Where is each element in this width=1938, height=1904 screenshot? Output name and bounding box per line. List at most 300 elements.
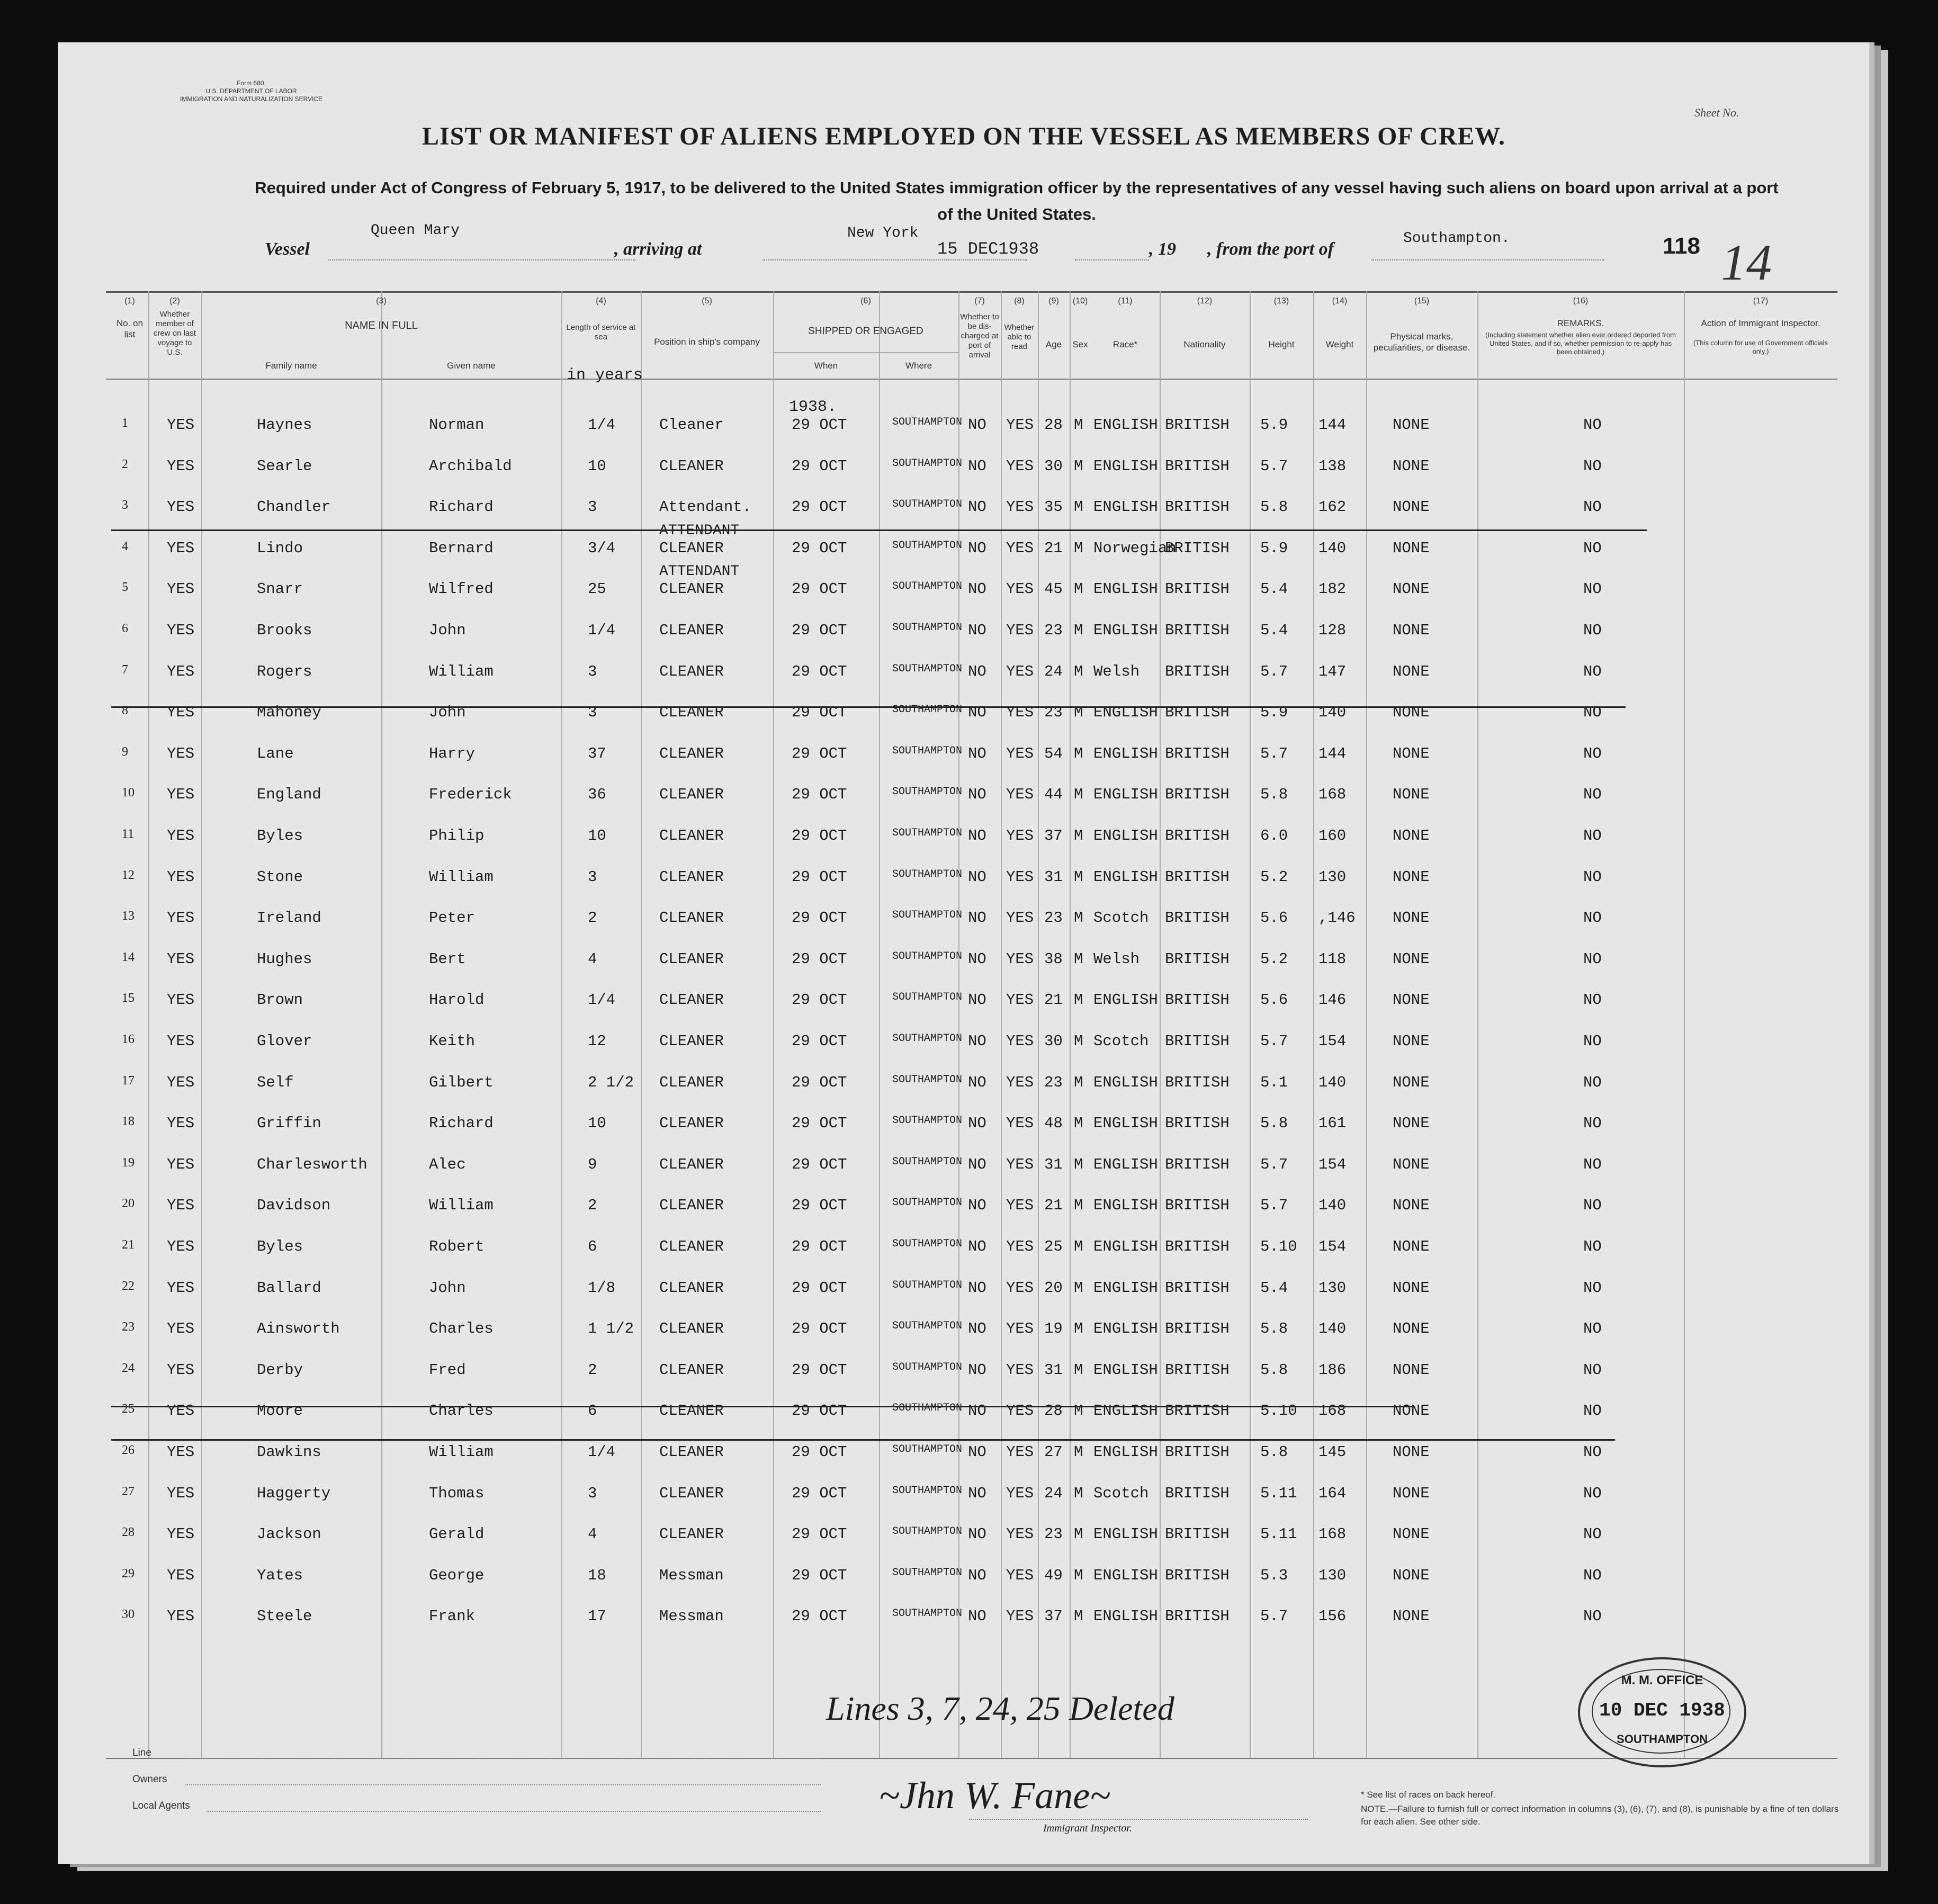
vessel-name: Queen Mary (371, 222, 460, 239)
cell-height: 5.9 (1260, 416, 1288, 434)
cell-length-of-service: 3 (588, 704, 597, 722)
cell-height: 5.4 (1260, 580, 1288, 598)
cell-nationality: BRITISH (1165, 909, 1230, 927)
cell-able-to-read: YES (1006, 991, 1034, 1009)
table-row (58, 1394, 1790, 1434)
cell-age: 48 (1044, 1115, 1063, 1133)
cell-height: 5.7 (1260, 662, 1288, 680)
table-row (58, 449, 1790, 490)
cell-given-name: Charles (429, 1320, 494, 1338)
cell-given-name: William (429, 662, 494, 680)
table-row (58, 1435, 1790, 1476)
cell-to-be-discharged: NO (968, 498, 986, 516)
cell-height: 5.4 (1260, 1279, 1288, 1297)
cell-age: 31 (1044, 1361, 1063, 1379)
cell-row-number: 21 (122, 1238, 134, 1252)
cell-family-name: Searle (257, 457, 312, 475)
cell-height: 5.10 (1260, 1402, 1297, 1420)
cell-physical-marks: NONE (1393, 744, 1430, 762)
cell-family-name: Stone (257, 868, 303, 886)
cell-remarks: NO (1583, 786, 1602, 804)
cell-race: ENGLISH (1093, 1197, 1158, 1215)
cell-remarks: NO (1583, 1115, 1602, 1133)
cell-race: ENGLISH (1093, 1073, 1158, 1091)
table-row (58, 983, 1790, 1023)
header-action-note: (This column for use of Government officials only.) (1693, 339, 1828, 355)
cell-shipped-where: SOUTHAMPTON (892, 868, 963, 881)
cell-race: ENGLISH (1093, 457, 1158, 475)
cell-age: 27 (1044, 1443, 1063, 1461)
table-row (58, 490, 1790, 531)
cell-length-of-service: 10 (588, 457, 606, 475)
table-row (58, 1229, 1790, 1270)
cell-height: 5.11 (1260, 1525, 1297, 1543)
cell-sex: M (1074, 1238, 1083, 1255)
cell-race: Scotch (1093, 1484, 1149, 1502)
cell-remarks: NO (1583, 991, 1602, 1009)
cell-remarks: NO (1583, 580, 1602, 598)
cell-shipped-when: 29 OCT (792, 580, 847, 598)
cell-row-number: 12 (122, 868, 134, 882)
cell-nationality: BRITISH (1165, 539, 1230, 557)
cell-weight: 140 (1318, 704, 1347, 722)
cell-remarks: NO (1583, 1238, 1602, 1255)
cell-ship-position: CLEANER (659, 827, 724, 845)
cell-age: 23 (1044, 909, 1063, 927)
cell-ship-position: CLEANER (659, 950, 724, 968)
arrival-date-stamp: 15 DEC1938 (937, 239, 1039, 259)
cell-age: 21 (1044, 539, 1063, 557)
cell-able-to-read: YES (1006, 1361, 1034, 1379)
cell-position-correction: ATTENDANT (659, 563, 740, 580)
cell-weight: 154 (1318, 1032, 1347, 1050)
table-row (58, 1599, 1790, 1640)
cell-able-to-read: YES (1006, 498, 1034, 516)
header-in-years: in years (567, 366, 643, 384)
cell-row-number: 9 (122, 744, 128, 759)
cell-to-be-discharged: NO (968, 744, 986, 762)
inspector-label: Immigrant Inspector. (1043, 1822, 1132, 1834)
cell-to-be-discharged: NO (968, 1155, 986, 1173)
cell-shipped-where: SOUTHAMPTON (892, 580, 963, 593)
col-num-6: (6) (860, 297, 871, 306)
cell-given-name: William (429, 868, 494, 886)
cell-given-name: Philip (429, 827, 484, 845)
cell-nationality: BRITISH (1165, 1073, 1230, 1091)
cell-given-name: Gerald (429, 1525, 484, 1543)
cell-given-name: George (429, 1566, 484, 1584)
cell-ship-position: CLEANER (659, 991, 724, 1009)
cell-remarks: NO (1583, 950, 1602, 968)
cell-nationality: BRITISH (1165, 1032, 1230, 1050)
cell-sex: M (1074, 704, 1083, 722)
cell-crew-last-voyage: YES (167, 1566, 195, 1584)
cell-family-name: Byles (257, 1238, 303, 1255)
cell-length-of-service: 2 (588, 1361, 597, 1379)
cell-crew-last-voyage: YES (167, 868, 195, 886)
table-row (58, 1106, 1790, 1147)
cell-length-of-service: 4 (588, 1525, 597, 1543)
cell-race: ENGLISH (1093, 704, 1158, 722)
header-when: When (814, 361, 838, 371)
cell-able-to-read: YES (1006, 1443, 1034, 1461)
cell-age: 45 (1044, 580, 1063, 598)
cell-height: 5.11 (1260, 1484, 1297, 1502)
header-height: Height (1268, 339, 1295, 349)
cell-race: ENGLISH (1093, 991, 1158, 1009)
cell-row-number: 2 (122, 457, 128, 471)
cell-shipped-when: 29 OCT (792, 991, 847, 1009)
cell-weight: 130 (1318, 1279, 1347, 1297)
cell-shipped-when: 29 OCT (792, 1238, 847, 1255)
cell-remarks: NO (1583, 827, 1602, 845)
cell-family-name: Haynes (257, 416, 312, 434)
cell-crew-last-voyage: YES (167, 1607, 195, 1625)
cell-physical-marks: NONE (1393, 1197, 1430, 1215)
cell-height: 5.8 (1260, 1361, 1288, 1379)
cell-nationality: BRITISH (1165, 498, 1230, 516)
table-row (58, 522, 1790, 572)
cell-weight: 154 (1318, 1155, 1347, 1173)
table-row (58, 1188, 1790, 1229)
table-row (58, 1024, 1790, 1065)
cell-physical-marks: NONE (1393, 1115, 1430, 1133)
cell-shipped-where: SOUTHAMPTON (892, 1525, 963, 1538)
cell-race: ENGLISH (1093, 744, 1158, 762)
cell-nationality: BRITISH (1165, 1443, 1230, 1461)
cell-crew-last-voyage: YES (167, 1361, 195, 1379)
table-row (58, 777, 1790, 818)
cell-sex: M (1074, 1032, 1083, 1050)
cell-physical-marks: NONE (1393, 868, 1430, 886)
cell-remarks: NO (1583, 457, 1602, 475)
cell-age: 23 (1044, 704, 1063, 722)
cell-to-be-discharged: NO (968, 1443, 986, 1461)
cell-shipped-when: 29 OCT (792, 827, 847, 845)
col-num-11: (11) (1118, 297, 1133, 306)
races-note: * See list of races on back hereof. (1361, 1790, 1496, 1800)
cell-weight: 130 (1318, 868, 1347, 886)
cell-weight: 145 (1318, 1443, 1347, 1461)
cell-able-to-read: YES (1006, 622, 1034, 639)
cell-to-be-discharged: NO (968, 868, 986, 886)
table-row (58, 942, 1790, 983)
cell-row-number: 3 (122, 498, 128, 513)
cell-crew-last-voyage: YES (167, 950, 195, 968)
cell-shipped-where: SOUTHAMPTON (892, 1402, 963, 1415)
cell-sex: M (1074, 457, 1083, 475)
cell-remarks: NO (1583, 1279, 1602, 1297)
cell-weight: 182 (1318, 580, 1347, 598)
cell-sex: M (1074, 622, 1083, 639)
cell-family-name: Charlesworth (257, 1155, 367, 1173)
table-row (58, 1147, 1790, 1188)
cell-family-name: England (257, 786, 321, 804)
cell-given-name: Harry (429, 744, 475, 762)
cell-row-number: 8 (122, 704, 128, 718)
cell-nationality: BRITISH (1165, 1155, 1230, 1173)
cell-height: 5.8 (1260, 498, 1288, 516)
cell-physical-marks: NONE (1393, 498, 1430, 516)
cell-ship-position: CLEANER (659, 744, 724, 762)
cell-able-to-read: YES (1006, 827, 1034, 845)
manifest-sheet (58, 42, 1869, 1864)
cell-physical-marks: NONE (1393, 662, 1430, 680)
cell-physical-marks: NONE (1393, 457, 1430, 475)
cell-able-to-read: YES (1006, 1073, 1034, 1091)
cell-shipped-when: 29 OCT (792, 1155, 847, 1173)
cell-shipped-when: 29 OCT (792, 539, 847, 557)
cell-age: 28 (1044, 1402, 1063, 1420)
cell-able-to-read: YES (1006, 457, 1034, 475)
table-row (58, 819, 1790, 859)
cell-to-be-discharged: NO (968, 662, 986, 680)
cell-ship-position: Messman (659, 1607, 724, 1625)
cell-height: 5.1 (1260, 1073, 1288, 1091)
cell-given-name: Archibald (429, 457, 512, 475)
cell-nationality: BRITISH (1165, 868, 1230, 886)
cell-height: 5.8 (1260, 1320, 1288, 1338)
cell-row-number: 25 (122, 1402, 134, 1416)
cell-given-name: John (429, 704, 466, 722)
cell-family-name: Dawkins (257, 1443, 321, 1461)
cell-to-be-discharged: NO (968, 704, 986, 722)
cell-given-name: Peter (429, 909, 475, 927)
col-num-3: (3) (376, 297, 387, 306)
cell-age: 49 (1044, 1566, 1063, 1584)
cell-sex: M (1074, 1155, 1083, 1173)
cell-length-of-service: 6 (588, 1238, 597, 1255)
cell-height: 5.7 (1260, 1197, 1288, 1215)
cell-able-to-read: YES (1006, 950, 1034, 968)
cell-ship-position: CLEANER (659, 580, 724, 598)
cell-to-be-discharged: NO (968, 1361, 986, 1379)
cell-ship-position: CLEANER (659, 704, 724, 722)
cell-age: 30 (1044, 1032, 1063, 1050)
cell-age: 25 (1044, 1238, 1063, 1255)
cell-able-to-read: YES (1006, 868, 1034, 886)
cell-able-to-read: YES (1006, 1525, 1034, 1543)
cell-length-of-service: 1 1/2 (588, 1320, 634, 1338)
cell-able-to-read: YES (1006, 909, 1034, 927)
cell-height: 5.4 (1260, 622, 1288, 639)
cell-nationality: BRITISH (1165, 1361, 1230, 1379)
table-row (58, 654, 1790, 695)
cell-to-be-discharged: NO (968, 539, 986, 557)
cell-nationality: BRITISH (1165, 950, 1230, 968)
cell-able-to-read: YES (1006, 1032, 1034, 1050)
cell-height: 5.9 (1260, 539, 1288, 557)
cell-physical-marks: NONE (1393, 991, 1430, 1009)
cell-ship-position: CLEANER (659, 662, 724, 680)
cell-given-name: Wilfred (429, 580, 494, 598)
cell-shipped-when: 29 OCT (792, 868, 847, 886)
cell-physical-marks: NONE (1393, 539, 1430, 557)
cell-nationality: BRITISH (1165, 1402, 1230, 1420)
cell-able-to-read: YES (1006, 1115, 1034, 1133)
table-row (58, 1065, 1790, 1106)
cell-nationality: BRITISH (1165, 1320, 1230, 1338)
cell-shipped-when: 29 OCT (792, 1525, 847, 1543)
cell-race: ENGLISH (1093, 1443, 1158, 1461)
cell-length-of-service: 6 (588, 1402, 597, 1420)
cell-physical-marks: NONE (1393, 1320, 1430, 1338)
arriving-port: New York (847, 225, 919, 241)
cell-family-name: Rogers (257, 662, 312, 680)
table-row (58, 1312, 1790, 1352)
header-no-on-list: No. on list (116, 318, 143, 339)
cell-ship-position: CLEANER (659, 786, 724, 804)
cell-given-name: Richard (429, 498, 494, 516)
cell-family-name: Chandler (257, 498, 331, 516)
table-row (58, 695, 1790, 736)
cell-sex: M (1074, 1402, 1083, 1420)
cell-sex: M (1074, 1443, 1083, 1461)
cell-sex: M (1074, 1320, 1083, 1338)
cell-age: 24 (1044, 1484, 1063, 1502)
cell-physical-marks: NONE (1393, 622, 1430, 639)
cell-crew-last-voyage: YES (167, 1525, 195, 1543)
cell-sex: M (1074, 539, 1083, 557)
cell-remarks: NO (1583, 1402, 1602, 1420)
cell-shipped-where: SOUTHAMPTON (892, 498, 963, 511)
cell-remarks: NO (1583, 909, 1602, 927)
table-row (58, 901, 1790, 941)
cell-length-of-service: 1/8 (588, 1279, 616, 1297)
cell-physical-marks: NONE (1393, 1566, 1430, 1584)
header-able-to-read: Whether able to read (1004, 323, 1035, 351)
cell-nationality: BRITISH (1165, 1115, 1230, 1133)
cell-to-be-discharged: NO (968, 786, 986, 804)
cell-able-to-read: YES (1006, 744, 1034, 762)
cell-given-name: Harold (429, 991, 484, 1009)
cell-given-name: Bernard (429, 539, 494, 557)
cell-weight: 164 (1318, 1484, 1347, 1502)
col-num-7: (7) (974, 297, 985, 306)
cell-crew-last-voyage: YES (167, 498, 195, 516)
cell-able-to-read: YES (1006, 786, 1034, 804)
cell-shipped-where: SOUTHAMPTON (892, 1279, 963, 1291)
cell-height: 5.10 (1260, 1238, 1297, 1255)
cell-race: ENGLISH (1093, 868, 1158, 886)
cell-age: 23 (1044, 1525, 1063, 1543)
cell-row-number: 16 (122, 1032, 134, 1046)
cell-nationality: BRITISH (1165, 416, 1230, 434)
cell-length-of-service: 36 (588, 786, 606, 804)
cell-crew-last-voyage: YES (167, 1115, 195, 1133)
cell-weight: 140 (1318, 539, 1347, 557)
stamp-office: M. M. OFFICE (1621, 1673, 1703, 1687)
cell-given-name: Thomas (429, 1484, 484, 1502)
page-title: LIST OR MANIFEST OF ALIENS EMPLOYED ON THE VESSEL AS MEMBERS OF CREW. (422, 122, 1505, 150)
cell-age: 31 (1044, 1155, 1063, 1173)
cell-length-of-service: 1/4 (588, 991, 616, 1009)
cell-nationality: BRITISH (1165, 744, 1230, 762)
cell-shipped-where: SOUTHAMPTON (892, 991, 963, 1004)
cell-weight: 147 (1318, 662, 1347, 680)
cell-length-of-service: 17 (588, 1607, 606, 1625)
cell-weight: 156 (1318, 1607, 1347, 1625)
cell-shipped-when: 29 OCT (792, 786, 847, 804)
cell-shipped-where: SOUTHAMPTON (892, 1484, 963, 1497)
cell-ship-position: CLEANER (659, 1361, 724, 1379)
cell-length-of-service: 37 (588, 744, 606, 762)
cell-race: ENGLISH (1093, 1525, 1158, 1543)
cell-remarks: NO (1583, 1155, 1602, 1173)
cell-row-number: 23 (122, 1320, 134, 1334)
cell-nationality: BRITISH (1165, 1238, 1230, 1255)
cell-shipped-when: 29 OCT (792, 622, 847, 639)
cell-row-number: 4 (122, 539, 128, 553)
cell-ship-position: CLEANER (659, 457, 724, 475)
cell-sex: M (1074, 1073, 1083, 1091)
cell-family-name: Mahoney (257, 704, 321, 722)
header-remarks: REMARKS. (1557, 318, 1604, 328)
table-row (58, 1271, 1790, 1312)
cell-row-number: 11 (122, 827, 134, 841)
cell-height: 5.2 (1260, 950, 1288, 968)
header-name-in-full: NAME IN FULL (345, 320, 418, 331)
cell-able-to-read: YES (1006, 1484, 1034, 1502)
header-given-name: Given name (447, 361, 496, 371)
cell-ship-position: CLEANER (659, 1115, 724, 1133)
cell-height: 5.8 (1260, 1443, 1288, 1461)
cell-row-number: 30 (122, 1607, 134, 1622)
stamp-port: SOUTHAMPTON (1617, 1732, 1708, 1746)
cell-sex: M (1074, 991, 1083, 1009)
cell-remarks: NO (1583, 704, 1602, 722)
cell-shipped-where: SOUTHAMPTON (892, 662, 963, 675)
cell-given-name: Bert (429, 950, 466, 968)
cell-length-of-service: 10 (588, 827, 606, 845)
cell-family-name: Lane (257, 744, 294, 762)
cell-family-name: Ireland (257, 909, 321, 927)
cell-weight: 118 (1318, 950, 1347, 968)
cell-given-name: Alec (429, 1155, 466, 1173)
cell-physical-marks: NONE (1393, 1073, 1430, 1091)
cell-crew-last-voyage: YES (167, 457, 195, 475)
cell-nationality: BRITISH (1165, 1566, 1230, 1584)
cell-length-of-service: 18 (588, 1566, 606, 1584)
cell-family-name: Brown (257, 991, 303, 1009)
cell-nationality: BRITISH (1165, 662, 1230, 680)
cell-row-number: 1 (122, 416, 128, 430)
cell-shipped-where: SOUTHAMPTON (892, 827, 963, 839)
deleted-lines-note: Lines 3, 7, 24, 25 Deleted (826, 1690, 1174, 1727)
cell-race: Welsh (1093, 950, 1140, 968)
cell-height: 5.9 (1260, 704, 1288, 722)
cell-remarks: NO (1583, 1607, 1602, 1625)
cell-sex: M (1074, 662, 1083, 680)
cell-sex: M (1074, 1566, 1083, 1584)
cell-crew-last-voyage: YES (167, 416, 195, 434)
header-action-inspector: Action of Immigrant Inspector. (1701, 318, 1820, 328)
cell-to-be-discharged: NO (968, 827, 986, 845)
cell-given-name: Frederick (429, 786, 512, 804)
header-where: Where (905, 361, 932, 371)
office-stamp (1578, 1657, 1746, 1767)
cell-remarks: NO (1583, 416, 1602, 434)
cell-ship-position: CLEANER (659, 1073, 724, 1091)
cell-family-name: Snarr (257, 580, 303, 598)
col-num-9: (9) (1048, 297, 1059, 306)
cell-row-number: 24 (122, 1361, 134, 1375)
cell-shipped-when: 29 OCT (792, 1073, 847, 1091)
header-age: Age (1045, 339, 1062, 349)
cell-weight: 154 (1318, 1238, 1347, 1255)
header-weight: Weight (1325, 339, 1354, 349)
cell-remarks: NO (1583, 1197, 1602, 1215)
